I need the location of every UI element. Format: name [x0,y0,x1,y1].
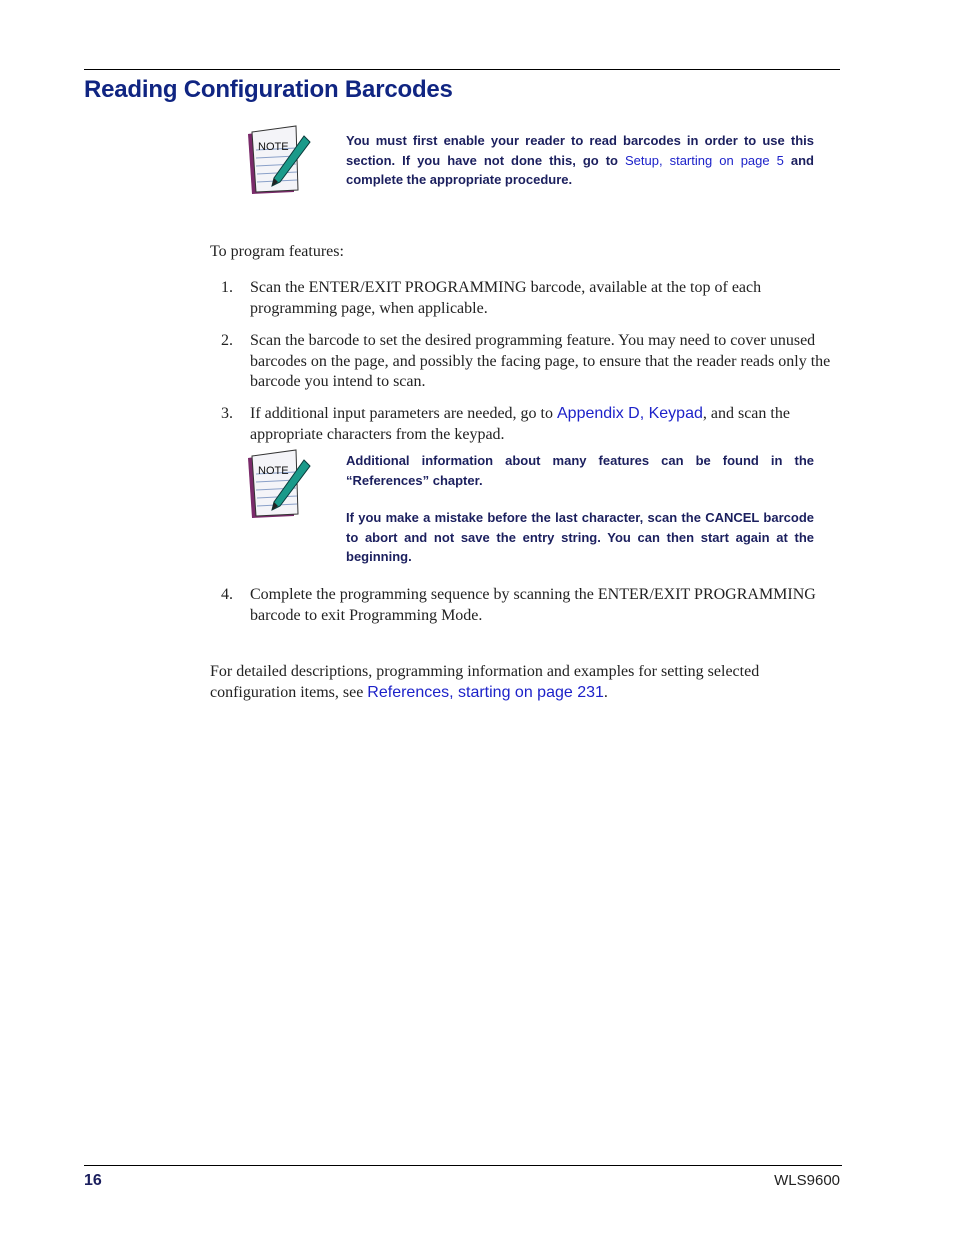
closing-paragraph [210,662,800,703]
note-2-para-1: Additional information about many features can be found in the “References” chapter. [346,453,814,488]
note-2 [346,451,814,567]
step-number: 3. [221,405,233,422]
step-number: 1. [221,279,233,296]
note-1-text: You must first enable your reader to read barcodes in order to use this section. If you have not done this, go to [346,133,814,168]
appendix-d-link[interactable]: Appendix D, Keypad [557,405,703,422]
note-1-text-end: and complete the appropriate procedure. [346,152,814,187]
setup-link[interactable]: Setup, starting on page 5 [625,152,784,168]
page-number: 16 [84,1172,102,1189]
note-icon-label: NOTE [258,141,289,153]
note-icon [244,448,316,522]
page-title: Reading Configuration Barcodes [84,76,453,103]
note-2-para-2: If you make a mistake before the last character, scan the CANCEL barcode to abort and not save the entry string. You can then start again at the beginning. [346,510,814,564]
closing-text-end: . [603,683,608,701]
step-text: Scan the barcode to set the desired programming feature. You may need to cover unused barcodes on the page, and possibly the facing page, to ensure that the reader reads only the barcode you intend to scan. [250,332,831,390]
product-name: WLS9600 [774,1172,840,1189]
step-text: Complete the programming sequence by scanning the ENTER/EXIT PROGRAMMING barcode to exit Programming Mode. [250,586,816,624]
step-text-start: If additional input parameters are needed, go to [250,405,557,422]
step-text [250,404,840,445]
note-icon [244,124,316,198]
step-text-end: , and scan the appropriate characters from the keypad. [250,405,790,443]
intro-text: To program features: [210,243,344,260]
bottom-rule [84,1165,842,1166]
closing-text: For detailed descriptions, programming information and examples for setting selected configuration items, see [210,663,760,701]
step-number: 4. [221,586,233,603]
references-link[interactable]: References, starting on page 231 [367,683,604,701]
top-rule [84,69,840,70]
step-number: 2. [221,332,233,349]
step-text: Scan the ENTER/EXIT PROGRAMMING barcode, available at the top of each programming page, when applicable. [250,279,762,317]
note-1 [346,131,814,190]
note-icon-label: NOTE [258,465,289,477]
